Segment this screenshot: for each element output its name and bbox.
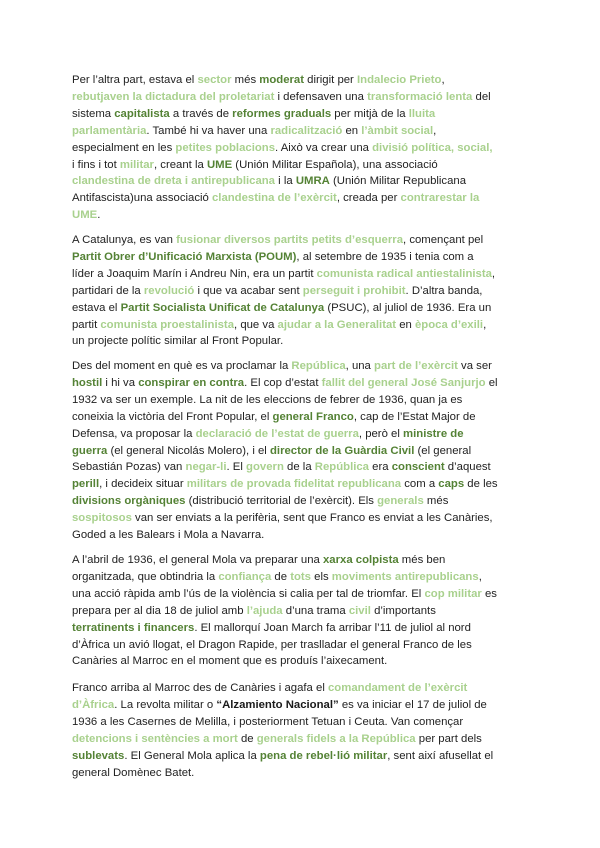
text-run: , sent així afusellat el bbox=[387, 749, 494, 762]
highlight-light: comunista radical antiestalinista bbox=[316, 267, 492, 280]
text-run: el bbox=[485, 376, 498, 389]
text-run: del bbox=[472, 90, 491, 103]
highlight-light: clandestina de dreta i antirepublicana bbox=[72, 175, 275, 188]
text-run: Goded a les Balears i Mola a Navarra. bbox=[72, 529, 265, 542]
highlight-dark: perill bbox=[72, 478, 100, 491]
text-run: , començant pel bbox=[403, 234, 484, 246]
text-run: , al setembre de 1935 i tenia com a bbox=[296, 250, 474, 263]
text-run: més bbox=[423, 495, 449, 508]
text-run: (el general bbox=[414, 444, 472, 457]
highlight-light: declaració de l’estat de guerra bbox=[195, 427, 359, 440]
highlight-dark: reformes graduals bbox=[232, 107, 332, 120]
text-run: i que va acabar sent bbox=[194, 284, 303, 297]
highlight-light: fusionar diversos partits petits d’esquerra bbox=[176, 234, 404, 246]
text-run: més ben bbox=[398, 554, 446, 566]
text-run: . El mallorquí Joan March fa arribar l’11 de juliol al nord bbox=[194, 621, 471, 634]
text-run: els bbox=[310, 570, 332, 583]
text-run: , una bbox=[345, 360, 375, 372]
highlight-light: fallit del general José Sanjurjo bbox=[321, 376, 486, 389]
highlight-light: part de l’exèrcit bbox=[374, 360, 458, 372]
text-run: A Catalunya, es van bbox=[72, 234, 177, 246]
highlight-light: govern bbox=[246, 461, 284, 474]
text-run: es bbox=[481, 587, 497, 600]
text-run: , que va bbox=[234, 318, 278, 331]
highlight-light: transformació lenta bbox=[367, 90, 473, 103]
highlight-light: confiança bbox=[218, 570, 272, 583]
highlight-light: generals bbox=[377, 495, 424, 508]
highlight-light: UME bbox=[72, 209, 98, 222]
text-run: per mitjà de la bbox=[331, 107, 409, 120]
highlight-dark: UMRA bbox=[295, 175, 330, 188]
text-run: , però el bbox=[358, 427, 404, 440]
text-run: organitzada, que obtindria la bbox=[72, 570, 219, 583]
highlight-light: civil bbox=[348, 604, 371, 617]
highlight-dark: guerra bbox=[72, 444, 108, 457]
bold-quote: “Alzamiento Nacional” bbox=[216, 698, 339, 711]
paragraph-preparacio-cop bbox=[72, 552, 532, 670]
text-run: Per l’altra part, estava el bbox=[72, 74, 198, 86]
highlight-light: lluita bbox=[408, 107, 436, 120]
text-run: , bbox=[441, 74, 445, 86]
highlight-light: detencions i sentències a mort bbox=[72, 732, 238, 745]
highlight-dark: director de la Guàrdia Civil bbox=[269, 444, 415, 457]
highlight-light: comandament de l’exèrcit bbox=[328, 682, 468, 694]
text-run: . D’altra banda, bbox=[405, 284, 483, 297]
highlight-dark: ministre de bbox=[403, 427, 464, 440]
highlight-light: perseguit i prohibit bbox=[302, 284, 406, 297]
highlight-dark: hostil bbox=[72, 376, 103, 389]
text-run: , bbox=[483, 318, 487, 331]
text-run: , bbox=[433, 124, 437, 137]
highlight-dark: conspirar en contra bbox=[138, 376, 245, 389]
highlight-light: l’àmbit social bbox=[361, 124, 434, 137]
text-run: per part dels bbox=[415, 732, 482, 745]
text-run: i defensaven una bbox=[274, 90, 368, 103]
text-run: líder a Joaquim Marín i Andreu Nin, era un partit bbox=[72, 267, 317, 280]
text-run: prepara per al dia 18 de juliol amb bbox=[72, 604, 247, 617]
text-run: de les bbox=[464, 478, 498, 491]
text-run: . El General Mola aplica la bbox=[124, 749, 260, 762]
text-run: . També hi va haver una bbox=[146, 124, 271, 137]
highlight-dark: general Franco bbox=[272, 410, 354, 423]
text-run: i fins i tot bbox=[72, 158, 120, 171]
highlight-light: petites poblacions bbox=[175, 141, 276, 154]
text-run: d’aquest bbox=[444, 461, 491, 474]
highlight-dark: UME bbox=[206, 158, 233, 171]
text-run: , creada per bbox=[336, 192, 401, 205]
text-run: , i decideix situar bbox=[99, 478, 187, 491]
highlight-light: negar-li bbox=[185, 461, 227, 474]
text-run: especialment en les bbox=[72, 141, 176, 154]
text-run: Antifascista)una associació bbox=[72, 192, 212, 205]
paragraph-faccions bbox=[72, 72, 532, 224]
highlight-light: tots bbox=[290, 570, 311, 583]
text-run: (el general Nicolás Molero), i el bbox=[107, 444, 270, 457]
text-run: i la bbox=[275, 175, 296, 188]
highlight-light: l’ajuda bbox=[246, 604, 283, 617]
text-run: . La revolta militar o bbox=[114, 698, 217, 711]
text-run: i hi va bbox=[102, 376, 139, 389]
text-run: era bbox=[369, 461, 392, 474]
text-run: partit bbox=[72, 318, 101, 331]
text-run: van ser enviats a la perifèria, sent que Franco es enviat a les Canàries, bbox=[131, 512, 493, 525]
text-run: de bbox=[271, 570, 291, 583]
highlight-light: comunista proestalinista bbox=[100, 318, 235, 331]
text-run: 1936 a les Casernes de Melilla, i posteriorment Tetuan i Ceuta. Van començar bbox=[72, 715, 464, 728]
highlight-light: Indalecio Prieto bbox=[357, 74, 442, 86]
text-run: , creant la bbox=[153, 158, 207, 171]
text-run: , bbox=[478, 570, 482, 583]
text-run: coneixia la victòria del Front Popular, el bbox=[72, 410, 273, 423]
text-run: (Unión Militar Republicana bbox=[329, 175, 467, 188]
text-run: de la bbox=[283, 461, 315, 474]
highlight-light: generals fidels a la República bbox=[256, 732, 416, 745]
text-run: d’importants bbox=[370, 604, 436, 617]
text-run: estava el bbox=[72, 301, 121, 314]
highlight-dark: pena de rebel·lió militar bbox=[259, 749, 388, 762]
text-run: va ser bbox=[457, 360, 492, 372]
text-run: . Això va crear una bbox=[275, 141, 373, 154]
highlight-dark: caps bbox=[438, 478, 465, 491]
highlight-dark: xarxa colpista bbox=[322, 554, 399, 566]
text-run: d’una trama bbox=[282, 604, 349, 617]
text-run: de bbox=[237, 732, 257, 745]
text-run: a través de bbox=[169, 107, 233, 120]
highlight-light: radicalització bbox=[270, 124, 343, 137]
text-run: dirigit per bbox=[304, 74, 357, 86]
text-run: un projecte polític similar al Front Popular. bbox=[72, 335, 284, 348]
text-run: es va iniciar el 17 de juliol de bbox=[338, 698, 487, 711]
highlight-light: sospitosos bbox=[72, 512, 132, 525]
text-run: . El bbox=[226, 461, 247, 474]
highlight-light: ajudar a la Generalitat bbox=[277, 318, 397, 331]
highlight-light: cop militar bbox=[424, 587, 482, 600]
text-run: (Unión Militar Española), una associació bbox=[232, 158, 438, 171]
highlight-light: República bbox=[291, 360, 346, 372]
highlight-dark: Partit Obrer d’Unificació Marxista (POUM) bbox=[72, 250, 297, 263]
highlight-light: època d’exili bbox=[414, 318, 484, 331]
highlight-dark: terratinents i financers bbox=[72, 621, 195, 634]
highlight-light: moviments antirepublicans bbox=[331, 570, 479, 583]
text-run: (distribució territorial de l’exèrcit). Els bbox=[185, 495, 378, 508]
highlight-light: revolució bbox=[143, 284, 195, 297]
text-run: com a bbox=[401, 478, 439, 491]
text-run: general Domènec Batet. bbox=[72, 766, 195, 779]
highlight-dark: divisions orgàniques bbox=[72, 495, 186, 508]
highlight-dark: sublevats bbox=[72, 749, 125, 762]
paragraph-alzamiento bbox=[72, 680, 532, 781]
text-run: Des del moment en què es va proclamar la bbox=[72, 360, 292, 372]
text-run: , bbox=[491, 267, 496, 280]
text-run: Defensa, va proposar la bbox=[72, 427, 196, 440]
text-run: A l’abril de 1936, el general Mola va preparar una bbox=[72, 554, 323, 566]
highlight-light: rebutjaven la dictadura del proletariat bbox=[72, 90, 275, 103]
text-run: en bbox=[342, 124, 362, 137]
text-run: Canàries al Marroc en el moment que es produís l’aixecament. bbox=[72, 655, 388, 668]
highlight-light: contrarestar la bbox=[400, 192, 480, 205]
text-run: més bbox=[231, 74, 260, 86]
highlight-light: sector bbox=[197, 74, 232, 86]
text-run: Franco arriba al Marroc des de Canàries i agafa el bbox=[72, 682, 328, 694]
text-run: d’Àfrica un avió llogat, el Dragon Rapide, per traslladar el general Franco de les bbox=[72, 638, 472, 651]
text-run: en bbox=[396, 318, 415, 331]
paragraph-catalunya bbox=[72, 232, 532, 350]
highlight-dark: Partit Socialista Unificat de Catalunya bbox=[120, 301, 325, 314]
text-run: sistema bbox=[72, 107, 115, 120]
highlight-light: República bbox=[314, 461, 369, 474]
text-run: 1932 va ser un exemple. La nit de les eleccions de febrer de 1936, quan ja es bbox=[72, 393, 463, 406]
text-run: partidari de la bbox=[72, 284, 144, 297]
highlight-dark: capitalista bbox=[114, 107, 170, 120]
highlight-dark: conscient bbox=[391, 461, 445, 474]
highlight-light: divisió política, social, bbox=[372, 141, 493, 154]
text-run: . El cop d’estat bbox=[244, 376, 322, 389]
highlight-dark: moderat bbox=[259, 74, 305, 86]
text-run: Sebastián Pozas) van bbox=[72, 461, 186, 474]
highlight-light: clandestina de l’exèrcit bbox=[211, 192, 337, 205]
highlight-light: militar bbox=[119, 158, 154, 171]
highlight-light: parlamentària bbox=[72, 124, 147, 137]
text-run: (PSUC), al juliol de 1936. Era un bbox=[324, 301, 492, 314]
text-run: , cap de l’Estat Major de bbox=[353, 410, 476, 423]
text-run: . bbox=[97, 209, 101, 222]
highlight-light: militars de provada fidelitat republicana bbox=[186, 478, 402, 491]
text-run: una acció ràpida amb l’ús de la violència si calia per tal de triomfar. El bbox=[72, 587, 425, 600]
paragraph-conspiracio bbox=[72, 358, 532, 544]
highlight-light: d’Àfrica bbox=[72, 698, 115, 711]
